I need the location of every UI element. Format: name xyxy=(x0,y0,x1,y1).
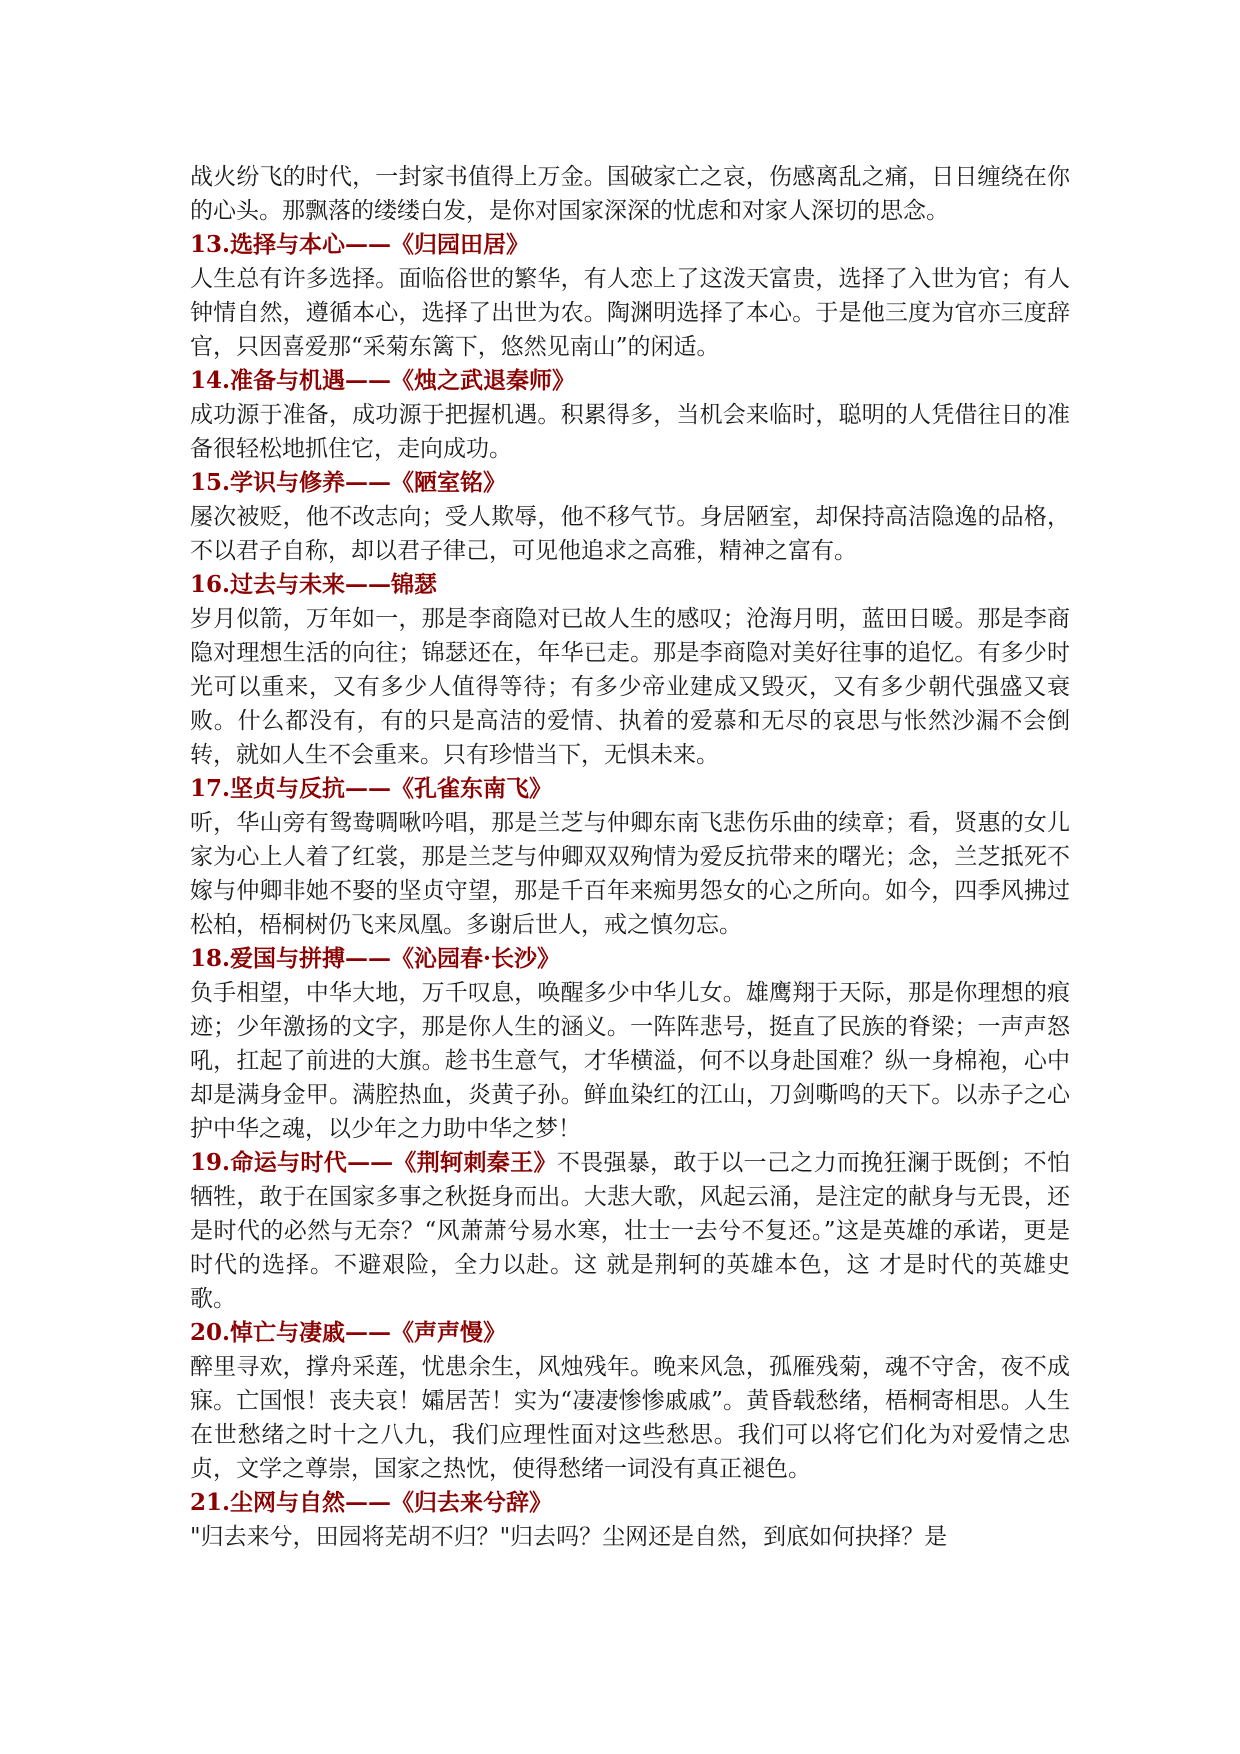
section-16-body: 岁月似箭，万年如一，那是李商隐对已故人生的感叹；沧海月明，蓝田日暖。那是李商隐对理想生活的向往；锦瑟还在，年华已走。那是李商隐对美好往事的追忆。有多少时光可以重来，又有多少人值得等待；有多少帝业建成又毁灭，又有多少朝代强盛又衰败。什么都没有，有的只是高洁的爱情、执着的爱慕和无尽的哀思与怅然沙漏不会倒转，就如人生不会重来。只有珍惜当下，无惧未来。 xyxy=(190,606,1070,768)
section-18-body: 负手相望，中华大地，万千叹息，唤醒多少中华儿女。雄鹰翔于天际，那是你理想的痕迹；少年激扬的文字，那是你人生的涵义。一阵阵悲号，挺直了民族的脊梁；一声声怒吼，扛起了前进的大旗。趁书生意气，才华横溢，何不以身赴国难？纵一身棉袍，心中却是满身金甲。满腔热血，炎黄子孙。鲜血染红的江山，刀剑嘶鸣的天下。以赤子之心护中华之魂，以少年之力助中华之梦！ xyxy=(190,980,1070,1142)
section-13-body: 人生总有许多选择。面临俗世的繁华，有人恋上了这泼天富贵，选择了入世为官；有人钟情自然，遵循本心，选择了出世为农。陶渊明选择了本心。于是他三度为官亦三度辞官，只因喜爱那“采菊东篱下，悠然见南山”的闲适。 xyxy=(190,266,1070,360)
section-14-heading: 14.准备与机遇——《烛之武退秦师》 xyxy=(190,367,576,394)
section-14-body: 成功源于准备，成功源于把握机遇。积累得多，当机会来临时，聪明的人凭借往日的准备很轻松地抓住它，走向成功。 xyxy=(190,402,1070,462)
section-15-heading: 15.学识与修养——《陋室铭》 xyxy=(190,469,507,496)
section-18-heading: 18.爱国与拼搏——《沁园春·长沙》 xyxy=(190,945,561,972)
section-17-heading: 17.坚贞与反抗——《孔雀东南飞》 xyxy=(190,775,553,802)
section-19-paragraph xyxy=(190,1146,1070,1316)
section-19-heading: 19.命运与时代——《荆轲刺秦王》 xyxy=(190,1149,557,1176)
section-20-heading: 20.悼亡与凄戚——《声声慢》 xyxy=(190,1319,507,1346)
document-page xyxy=(190,160,1070,1554)
section-16-heading: 16.过去与未来——锦瑟 xyxy=(190,571,438,598)
section-17-body: 听，华山旁有鸳鸯啁啾吟唱，那是兰芝与仲卿东南飞悲伤乐曲的续章；看，贤惠的女儿家为心上人着了红裳，那是兰芝与仲卿双双殉情为爱反抗带来的曙光；念，兰芝抵死不嫁与仲卿非她不娶的坚贞守望，那是千百年来痴男怨女的心之所向。如今，四季风拂过松柏，梧桐树仍飞来凤凰。多谢后世人，戒之慎勿忘。 xyxy=(190,810,1070,938)
section-19-body: 不畏强暴，敢于以一己之力而挽狂澜于既倒；不怕牺牲，敢于在国家多事之秋挺身而出。大悲大歌，风起云涌，是注定的献身与无畏，还是时代的必然与无奈？“风萧萧兮易水寒，壮士一去兮不复还。”这是英雄的承诺，更是时代的选择。不避艰险，全力以赴。这 就是荆轲的英雄本色，这 才是时代的英雄史歌。 xyxy=(190,1150,1071,1312)
intro-paragraph: 战火纷飞的时代，一封家书值得上万金。国破家亡之哀，伤感离乱之痛，日日缠绕在你的心头。那飘落的缕缕白发，是你对国家深深的忧虑和对家人深切的思念。 xyxy=(190,164,1070,224)
section-20-body: 醉里寻欢，撑舟采莲，忧患余生，风烛残年。晚来风急，孤雁残菊，魂不守舍，夜不成寐。亡国恨！丧夫哀！孀居苦！实为“凄凄惨惨戚戚”。黄昏载愁绪，梧桐寄相思。人生在世愁绪之时十之八九，我们应理性面对这些愁思。我们可以将它们化为对爱情之忠贞，文学之尊崇，国家之热忱，使得愁绪一词没有真正褪色。 xyxy=(190,1354,1070,1482)
section-15-body: 屡次被贬，他不改志向；受人欺辱，他不移气节。身居陋室，却保持高洁隐逸的品格，不以君子自称，却以君子律己，可见他追求之高雅，精神之富有。 xyxy=(190,504,1070,564)
section-21-heading: 21.尘网与自然——《归去来兮辞》 xyxy=(190,1489,553,1516)
section-21-body: "归去来兮，田园将芜胡不归？"归去吗？尘网还是自然，到底如何抉择？是 xyxy=(190,1524,948,1550)
section-13-heading: 13.选择与本心——《归园田居》 xyxy=(190,231,530,258)
